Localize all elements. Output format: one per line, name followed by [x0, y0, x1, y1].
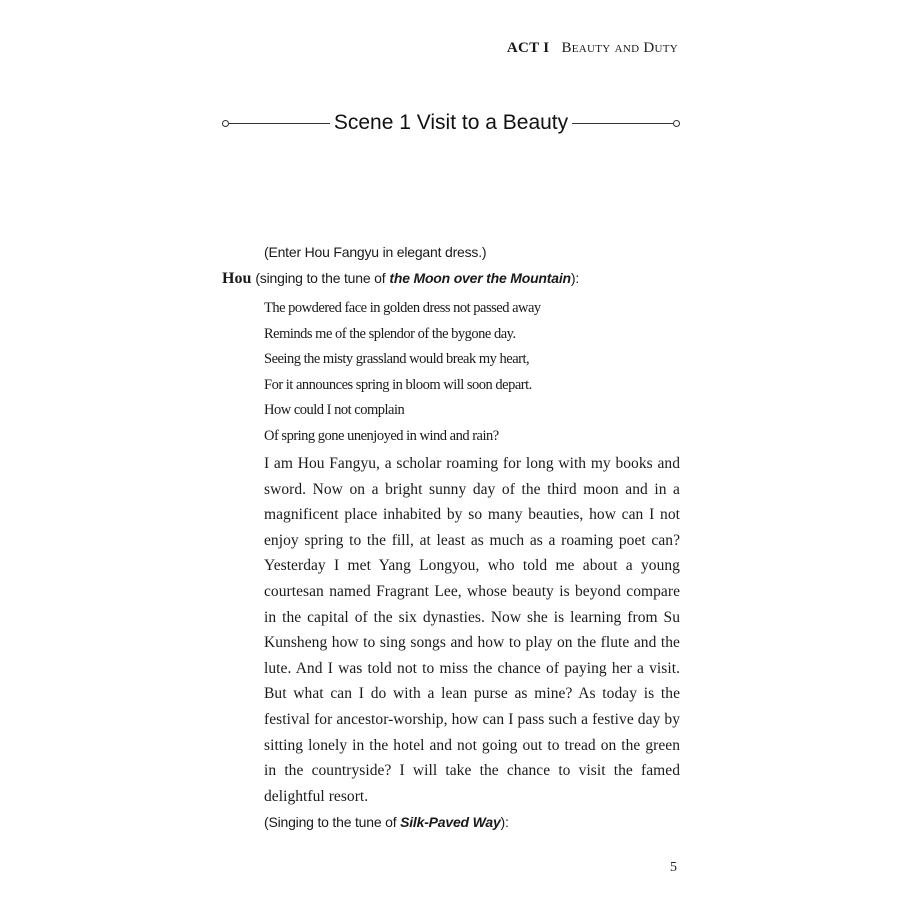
act-title: Beauty and Duty: [561, 40, 678, 56]
verse-line: The powdered face in golden dress not passed away: [264, 300, 541, 316]
running-head: [507, 40, 678, 57]
ornament-dot-icon: [222, 120, 229, 127]
verse-line: How could I not complain: [264, 402, 405, 419]
tune-title: the Moon over the Mountain: [389, 270, 571, 286]
page-number: 5: [670, 860, 677, 875]
speaker-name: Hou: [222, 270, 252, 287]
left-ornament-rule: [222, 123, 330, 124]
prose-paragraph: I am Hou Fangyu, a scholar roaming for long with my books and sword. Now on a bright sunny day of the third moon and in a magnificent place inhabited by so many beauties, how can I not enjoy spring to the fill, at least as much as a roaming poet can? Yesterday I met Yang Longyou, who told me about a young courtesan named Fragrant Lee, whose beauty is beyond compare in the capital of the six dynasties. Now she is learning from Su Kunsheng how to sing songs and how to play on the flute and the lute. And I was told not to miss the chance of paying her a visit. But what can I do with a lean purse as mine? As today is the festival for ancestor-worship, how can I pass such a festive day by sitting lonely in the hotel and not going out to tread on the green in the countryside? I will take the chance to visit the famed delightful resort.: [264, 455, 680, 805]
closing-tune-title: Silk-Paved Way: [400, 814, 501, 830]
stage-direction-enter: (Enter Hou Fangyu in elegant dress.): [264, 244, 487, 260]
closing-stage-direction: [264, 814, 509, 830]
closing-direction-prefix: (Singing to the tune of: [264, 814, 397, 830]
right-ornament-rule: [572, 123, 680, 124]
verse-line: Seeing the misty grassland would break my heart,: [264, 351, 530, 368]
speech-intro-prefix: (singing to the tune of: [255, 270, 386, 286]
verse-line: Of spring gone unenjoyed in wind and rain?: [264, 427, 499, 444]
verse-line: Reminds me of the splendor of the bygone day.: [264, 325, 516, 342]
scene-title: Scene 1 Visit to a Beauty: [333, 111, 569, 134]
speaker-line: [222, 270, 579, 288]
verse-line: For it announces spring in bloom will soon depart.: [264, 376, 532, 393]
act-label: ACT I: [506, 40, 550, 56]
speech-intro-suffix: ):: [570, 270, 580, 286]
verse-block: [264, 296, 541, 450]
scene-title-block: [222, 108, 680, 138]
ornament-dot-icon: [673, 120, 680, 127]
closing-direction-suffix: ):: [500, 814, 509, 830]
